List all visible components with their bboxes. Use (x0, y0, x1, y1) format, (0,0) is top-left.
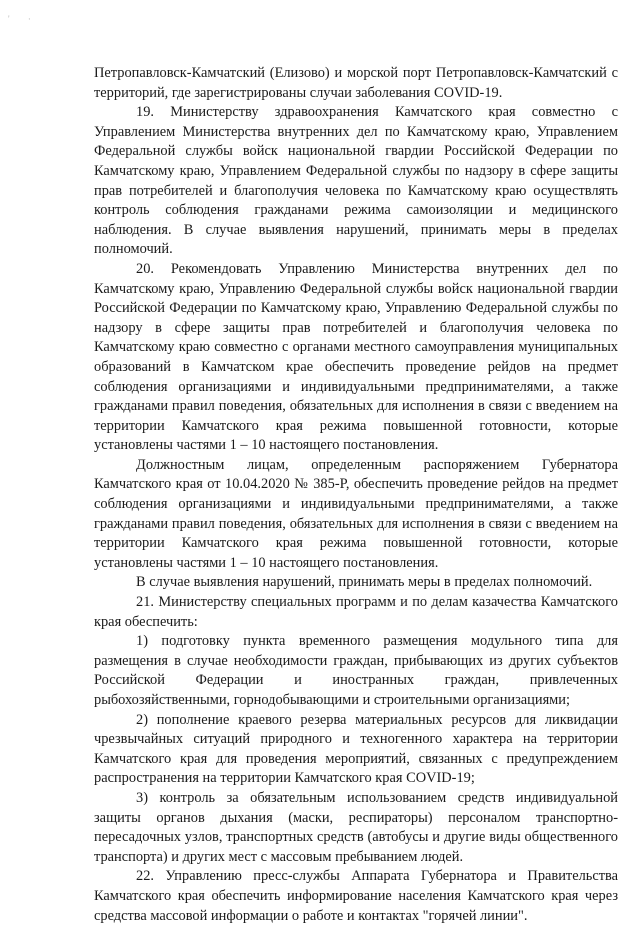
paragraph-21-item-3: 3) контроль за обязательным использованием средств индивидуальной защиты органов дыхания (маски, респираторы) персоналом транспортно-пересадочных узлов, транспортных средств (автобусы и другие виды общественного транспорта) и других мест с массовым пребыванием людей. (94, 789, 618, 865)
paragraph-19: 19. Министерству здравоохранения Камчатского края совместно с Управлением Министерства внутренних дел по Камчатскому краю, Управлением Федеральной службы войск национальной гвардии Российской Федерации по Камчатскому краю, Управлением Федеральной службы по надзору в сфере защиты прав потребителей и благополучия человека по Камчатскому краю осуществлять контроль соблюдения гражданами режима самоизоляции и медицинского наблюдения. В случае выявления нарушений, принимать меры в пределах полномочий. (94, 104, 618, 258)
paragraph-20: 20. Рекомендовать Управлению Министерства внутренних дел по Камчатскому краю, Управлению Федеральной службы войск национальной гвардии Российской Федерации по Камчатскому краю, Управлению Федеральной службы по надзору в сфере защиты прав потребителей и благополучия человека по Камчатскому краю совместно с органами местного самоуправления муниципальных образований в Камчатском крае обеспечить проведение рейдов на предмет соблюдения организациями и индивидуальными предпринимателями, а также гражданами правил поведения, обязательных для исполнения в связи с введением на территории Камчатского края режима повышенной готовности, которые установлены частями 1 – 10 настоящего постановления. (94, 260, 618, 454)
paragraph-21: 21. Министерству специальных программ и по делам казачества Камчатского края обеспечить: (94, 594, 618, 630)
paragraph-officials: Должностным лицам, определенным распоряжением Губернатора Камчатского края от 10.04.2020 № 385-Р, обеспечить проведение рейдов на предмет соблюдения организациями и индивидуальными предпринимателями, а также гражданами правил поведения, обязательных для исполнения в связи с введением на территории Камчатского края режима повышенной готовности, которые установлены частями 1 – 10 настоящего постановления. (94, 456, 618, 571)
document-body (94, 64, 618, 926)
paragraph-22: 22. Управлению пресс-службы Аппарата Губернатора и Правительства Камчатского края обеспечить информирование населения Камчатского края через средства массовой информации о работе и контактах "горячей линии". (94, 868, 618, 924)
paragraph-continuation: Петропавловск-Камчатский (Елизово) и морской порт Петропавловск-Камчатский с территорий, где зарегистрированы случаи заболевания COVID-19. (94, 65, 618, 101)
paragraph-violations: В случае выявления нарушений, принимать меры в пределах полномочий. (136, 574, 593, 591)
scan-marks: ' · (8, 14, 39, 24)
paragraph-21-item-2: 2) пополнение краевого резерва материальных ресурсов для ликвидации чрезвычайных ситуаций природного и техногенного характера на территории Камчатского края для проведения мероприятий, связанных с предупреждением распространения на территории Камчатского края COVID-19; (94, 711, 618, 787)
paragraph-21-item-1: 1) подготовку пункта временного размещения модульного типа для размещения в случае необходимости граждан, прибывающих из других субъектов Российской Федерации и иностранных граждан, привлеченных рыбохозяйственными, горнодобывающими и строительными организациями; (94, 633, 618, 708)
